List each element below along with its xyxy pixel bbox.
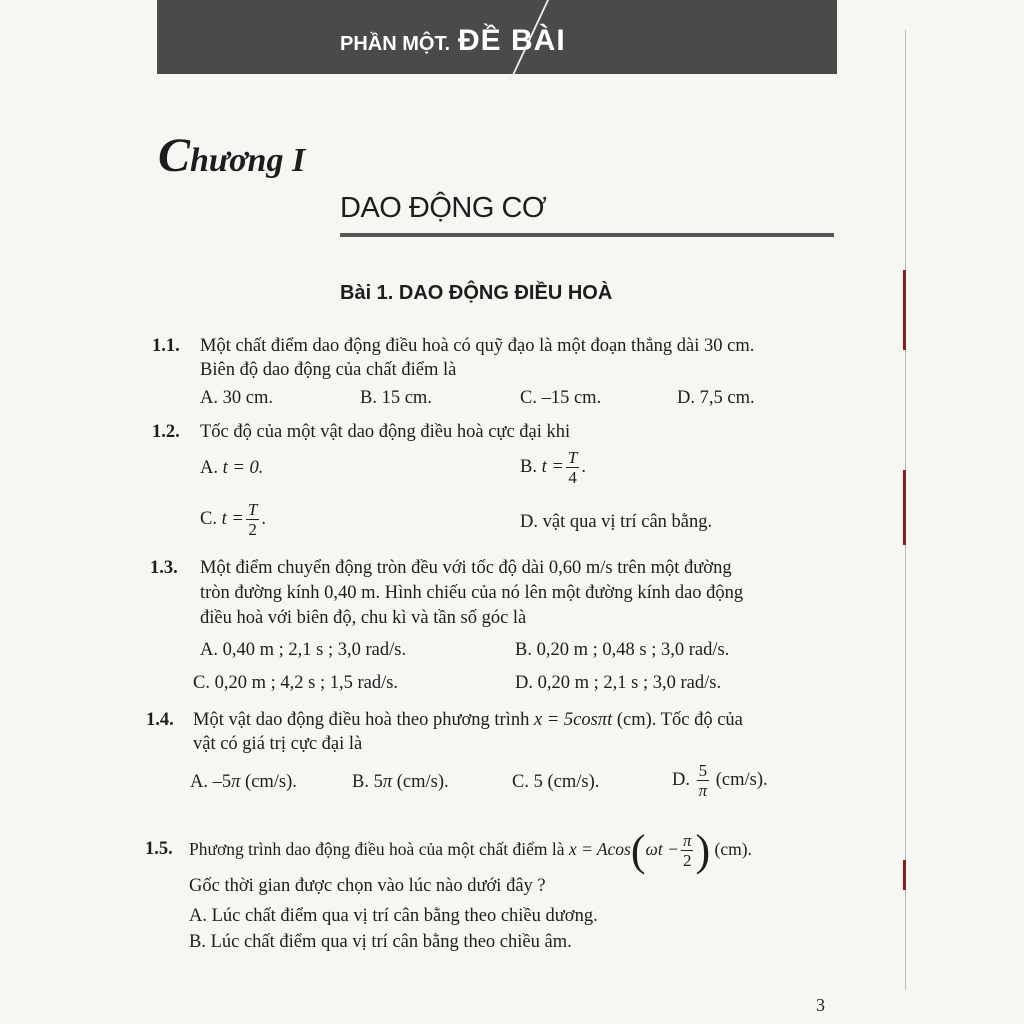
text: Một vật dao động điều hoà theo phương trình [193, 710, 530, 730]
chapter-rest: hương I [190, 142, 306, 179]
question-text: tròn đường kính 0,40 m. Hình chiếu của nó lên một đường kính dao động [200, 583, 744, 603]
option-b: B. Lúc chất điểm qua vị trí cân bằng theo chiều âm. [189, 932, 572, 952]
paren: ) [695, 825, 711, 875]
fraction [697, 761, 710, 800]
option-c: C. –15 cm. [520, 388, 602, 408]
question-number: 1.1. [152, 336, 180, 356]
question-text: Biên độ dao động của chất điểm là [200, 360, 457, 380]
part-heading [340, 24, 566, 58]
text: A. –5 [190, 772, 232, 792]
question-number: 1.3. [150, 558, 178, 578]
question-text: Một chất điểm dao động điều hoà có quỹ đạo là một đoạn thẳng dài 30 cm. [200, 336, 755, 356]
math: x = Acos [568, 839, 631, 859]
text: (cm). Tốc độ của [616, 710, 743, 730]
text: (cm/s). [715, 769, 768, 790]
period: . [581, 456, 586, 477]
denominator: π [698, 781, 708, 800]
math: x = 5cosπt [533, 710, 613, 730]
question-text: Một điểm chuyển động tròn đều với tốc độ dài 0,60 m/s trên một đường [200, 558, 732, 578]
page-number: 3 [816, 995, 825, 1015]
chapter-initial: C [158, 129, 191, 182]
math: t = [221, 508, 244, 529]
question-number: 1.5. [145, 839, 173, 859]
question-text [189, 826, 752, 873]
page-edge-mark [903, 860, 906, 890]
numerator: π [682, 831, 692, 851]
option-a [190, 771, 297, 793]
option-b: B. 15 cm. [360, 388, 432, 408]
denominator: 2 [248, 520, 257, 539]
denominator: 4 [568, 468, 577, 487]
question-text: Gốc thời gian được chọn vào lúc nào dưới đây ? [189, 876, 546, 896]
numerator: T [247, 500, 258, 519]
paren: ( [630, 825, 646, 875]
math: t = [541, 456, 564, 477]
option-c [200, 500, 266, 539]
numerator: 5 [698, 761, 708, 780]
text: (cm/s). [396, 772, 449, 792]
title-rule [340, 233, 834, 237]
denominator: 2 [682, 851, 692, 871]
fraction [246, 500, 259, 539]
option-b: B. 0,20 m ; 0,48 s ; 3,0 rad/s. [515, 640, 730, 660]
option-a [200, 457, 263, 479]
option-d: D. 7,5 cm. [677, 388, 755, 408]
math: π [382, 772, 393, 792]
option-d: D. 0,20 m ; 2,1 s ; 3,0 rad/s. [515, 673, 722, 693]
fraction [566, 448, 579, 487]
question-text [193, 709, 743, 731]
chapter-heading [158, 128, 305, 183]
option-label: B. [520, 456, 537, 477]
text: D. [672, 769, 690, 790]
option-a: A. Lúc chất điểm qua vị trí cân bằng theo chiều dương. [189, 906, 598, 926]
question-number: 1.4. [146, 710, 174, 730]
option-a: A. 0,40 m ; 2,1 s ; 3,0 rad/s. [200, 640, 407, 660]
fraction [681, 831, 694, 870]
option-d: D. vật qua vị trí cân bằng. [520, 512, 713, 532]
text: (cm). [714, 839, 752, 859]
lesson-title: Bài 1. DAO ĐỘNG ĐIỀU HOÀ [340, 282, 613, 304]
option-b [520, 448, 586, 487]
option-c: C. 0,20 m ; 4,2 s ; 1,5 rad/s. [193, 673, 399, 693]
page-edge-mark [903, 470, 906, 545]
text: (cm/s). [245, 772, 297, 792]
option-d [672, 761, 768, 800]
option-b [352, 771, 449, 793]
period: . [261, 508, 266, 529]
option-c: C. 5 (cm/s). [512, 772, 600, 792]
option-a: A. 30 cm. [200, 388, 273, 408]
option-label: A. [200, 458, 218, 478]
question-text: điều hoà với biên độ, chu kì và tần số góc là [200, 608, 527, 628]
question-text: vật có giá trị cực đại là [193, 734, 363, 754]
question-text: Tốc độ của một vật dao động điều hoà cực đại khi [200, 422, 571, 442]
chapter-title: DAO ĐỘNG CƠ [340, 192, 547, 224]
option-label: C. [200, 508, 217, 529]
text: Phương trình dao động điều hoà của một chất điểm là [189, 839, 565, 859]
numerator: T [567, 448, 578, 467]
question-number: 1.2. [152, 422, 180, 442]
part-title: ĐỀ BÀI [458, 24, 566, 57]
math: π [231, 772, 241, 792]
part-label: PHẦN MỘT. [340, 33, 450, 55]
math: ωt − [645, 839, 679, 859]
math: t = 0. [222, 458, 264, 478]
text: B. 5 [352, 772, 383, 792]
page-edge-mark [903, 270, 906, 350]
